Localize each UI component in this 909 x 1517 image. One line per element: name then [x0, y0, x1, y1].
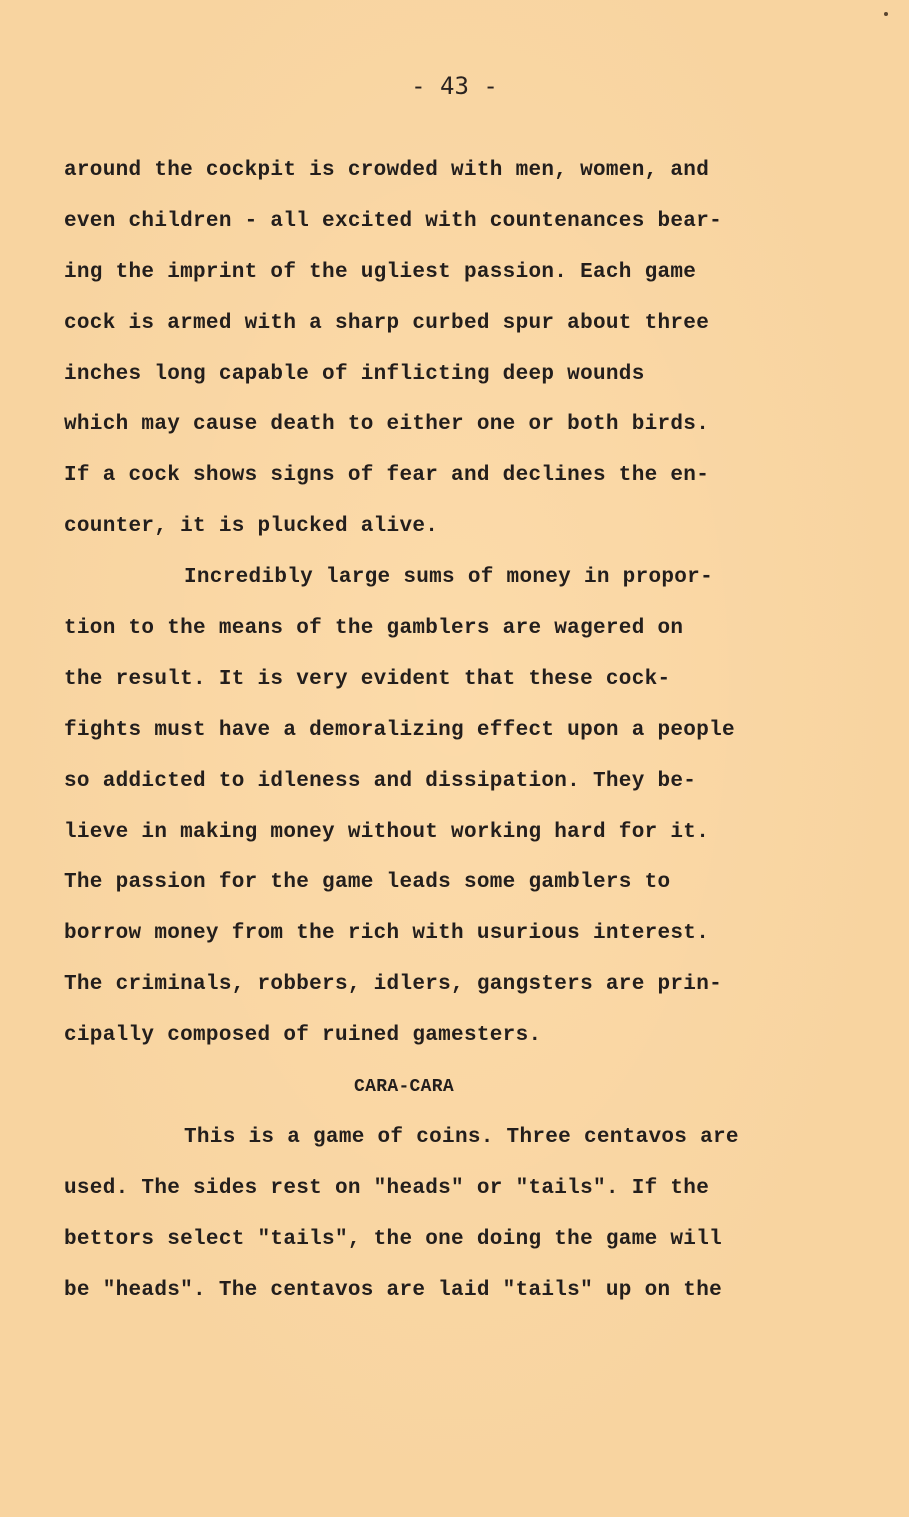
- text-line: If a cock shows signs of fear and declines the en-: [64, 464, 710, 488]
- text-line: even children - all excited with countenances bear-: [64, 209, 723, 233]
- text-line: bettors select "tails", the one doing the game will: [64, 1227, 723, 1251]
- text-line: around the cockpit is crowded with men, women, and: [64, 159, 710, 182]
- page-number: - 43 -: [411, 72, 498, 100]
- text-line: The criminals, robbers, idlers, gangsters are prin-: [64, 973, 723, 997]
- text-line: counter, it is plucked alive.: [64, 515, 439, 539]
- text-line: be "heads". The centavos are laid "tails" up on the: [64, 1278, 723, 1302]
- text-line: ing the imprint of the ugliest passion. Each game: [64, 260, 697, 284]
- text-line: fights must have a demoralizing effect upon a people: [64, 718, 735, 742]
- text-line: The passion for the game leads some gamblers to: [64, 871, 671, 895]
- paragraph-start-line: Incredibly large sums of money in propor-: [184, 566, 713, 590]
- ink-speck: [884, 12, 888, 16]
- paragraph-start-line: This is a game of coins. Three centavos are: [184, 1125, 739, 1149]
- text-line: tion to the means of the gamblers are wagered on: [64, 617, 684, 641]
- text-line: so addicted to idleness and dissipation. They be-: [64, 769, 697, 793]
- text-line: used. The sides rest on "heads" or "tails". If the: [64, 1176, 710, 1200]
- text-line: lieve in making money without working hard for it.: [64, 820, 710, 844]
- text-line: which may cause death to either one or both birds.: [64, 413, 710, 437]
- section-heading: CARA-CARA: [354, 1077, 454, 1098]
- text-line: inches long capable of inflicting deep wounds: [64, 362, 645, 386]
- text-line: cipally composed of ruined gamesters.: [64, 1024, 542, 1048]
- text-line: cock is armed with a sharp curbed spur about three: [64, 311, 710, 335]
- text-line: borrow money from the rich with usurious interest.: [64, 922, 710, 946]
- text-line: the result. It is very evident that these cock-: [64, 667, 671, 691]
- body-text: [64, 146, 864, 1316]
